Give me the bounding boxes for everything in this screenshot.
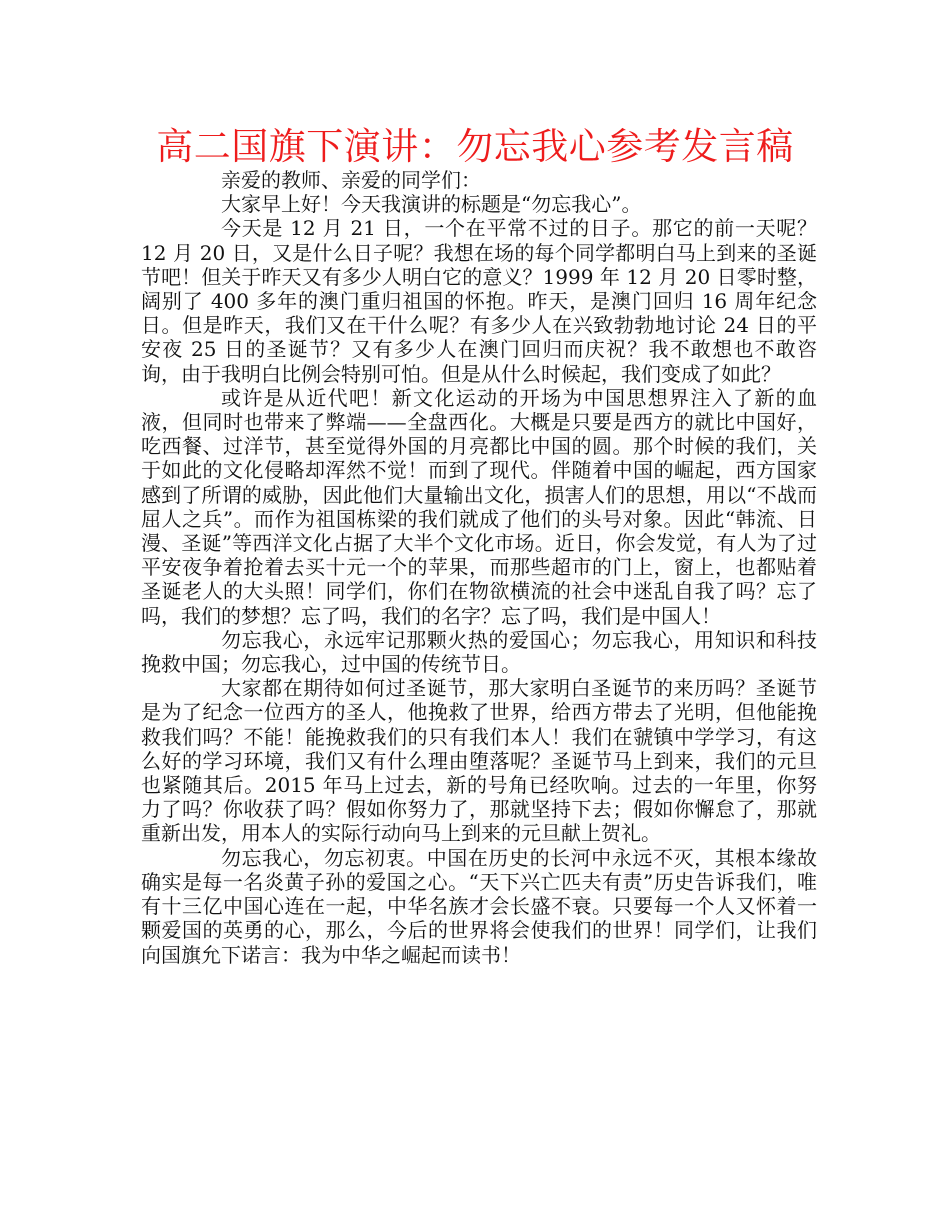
document-title: 高二国旗下演讲：勿忘我心参考发言稿	[156, 125, 794, 168]
body-paragraph-2: 或许是从近代吧！新文化运动的开场为中国思想界注入了新的血液，但同时也带来了弊端——全盘西化。大概是只要是西方的就比中国好，吃西餐、过洋节，甚至觉得外国的月亮都比中国的圆。那个时候的我们，关于如此的文化侵略却浑然不觉！而到了现代。伴随着中国的崛起，西方国家感到了所谓的威胁，因此他们大量输出文化，损害人们的思想，用以“不战而屈人之兵”。而作为祖国栋梁的我们就成了他们的头号对象。因此“韩流、日漫、圣诞”等西洋文化占据了大半个文化市场。近日，你会发觉，有人为了过平安夜争着抢着去买十元一个的苹果，而那些超市的门上，窗上，也都贴着圣诞老人的大头照！同学们，你们在物欲横流的社会中迷乱自我了吗？忘了吗，我们的梦想？忘了吗，我们的名字？忘了吗，我们是中国人！	[141, 385, 817, 628]
salutation-paragraph: 亲爱的教师、亲爱的同学们：	[221, 168, 481, 192]
document-body	[141, 168, 817, 967]
body-paragraph-4: 大家都在期待如何过圣诞节，那大家明白圣诞节的来历吗？圣诞节是为了纪念一位西方的圣人，他挽救了世界，给西方带去了光明，但他能挽救我们吗？不能！能挽救我们的只有我们本人！我们在虢镇中学学习，有这么好的学习环境，我们又有什么理由堕落呢？圣诞节马上到来，我们的元旦也紧随其后。2015 年马上过去，新的号角已经吹响。过去的一年里，你努力了吗？你收获了吗？假如你努力了，那就坚持下去；假如你懈怠了，那就重新出发，用本人的实际行动向马上到来的元旦献上贺礼。	[141, 676, 817, 846]
body-paragraph-5: 勿忘我心，勿忘初衷。中国在历史的长河中永远不灭，其根本缘故确实是每一名炎黄子孙的爱国之心。“天下兴亡匹夫有责”历史告诉我们，唯有十三亿中国心连在一起，中华名族才会长盛不衰。只要每一个人又怀着一颗爱国的英勇的心，那么，今后的世界将会使我们的世界！同学们，让我们向国旗允下诺言：我为中华之崛起而读书！	[141, 845, 817, 967]
body-paragraph-1: 今天是 12 月 21 日，一个在平常不过的日子。那它的前一天呢？12 月 20 日，又是什么日子呢？我想在场的每个同学都明白马上到来的圣诞节吧！但关于昨天又有多少人明白它的意义？1999 年 12 月 20 日零时整，阔别了 400 多年的澳门重归祖国的怀抱。昨天，是澳门回归 16 周年纪念日。但是昨天，我们又在干什么呢？有多少人在兴致勃勃地讨论 24 日的平安夜 25 日的圣诞节？又有多少人在澳门回归而庆祝？我不敢想也不敢咨询，由于我明白比例会特别可怕。但是从什么时候起，我们变成了如此？	[141, 216, 817, 386]
greeting-paragraph: 大家早上好！今天我演讲的标题是“勿忘我心”。	[221, 192, 642, 217]
body-paragraph-3: 勿忘我心，永远牢记那颗火热的爱国心；勿忘我心，用知识和科技挽救中国；勿忘我心，过中国的传统节日。	[141, 627, 817, 677]
